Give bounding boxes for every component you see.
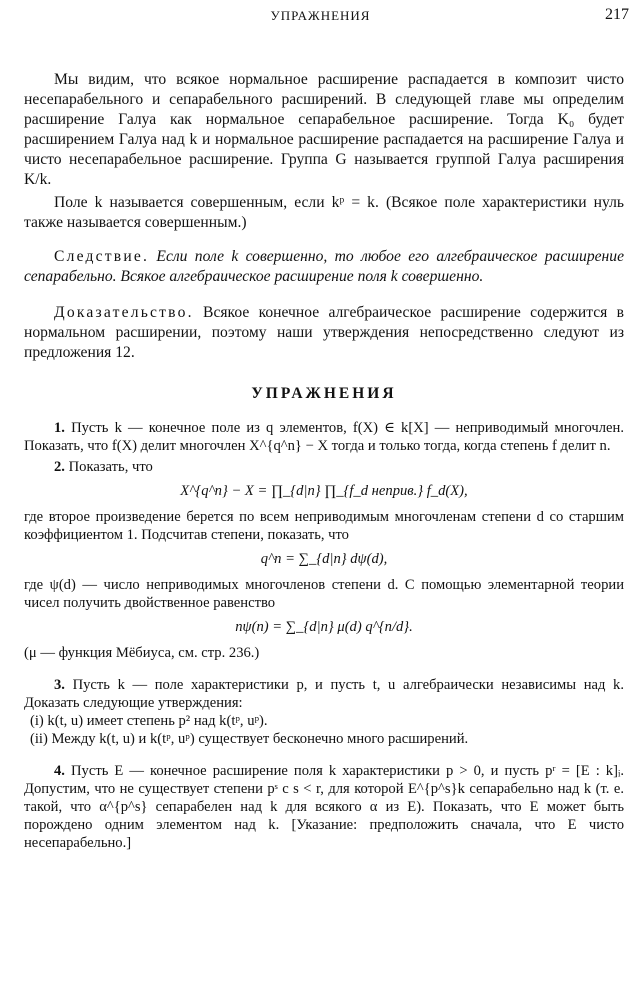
exercises-heading: УПРАЖНЕНИЯ bbox=[251, 385, 397, 402]
paragraph-perfect-field: Поле k называется совершенным, если kᵖ = k. (Всякое поле характеристики нуль также называется совершенным.) bbox=[24, 194, 624, 231]
exercise-4-number: 4. bbox=[54, 763, 65, 779]
exercise-1-text: Пусть k — конечное поле из q элементов, f(X) ∈ k[X] — неприводимый многочлен. Показать, что f(X) делит многочлен X^{q^n} − X тогда и только тогда, когда степень f делит n. bbox=[24, 420, 624, 454]
corollary-label: Следствие. bbox=[54, 248, 150, 265]
corollary bbox=[24, 247, 624, 287]
formula-sum: q^n = ∑_{d|n} dψ(d), bbox=[260, 551, 388, 567]
exercise-4 bbox=[24, 762, 624, 852]
exercise-2-middle-2: где ψ(d) — число неприводимых многочленов степени d. С помощью элементарной теории чисел получить двойственное равенство bbox=[24, 577, 624, 611]
proof bbox=[24, 303, 624, 363]
exercise-1 bbox=[24, 419, 624, 455]
running-head-title: УПРАЖНЕНИЯ bbox=[270, 8, 371, 23]
corollary-text: Если поле k совершенно, то любое его алгебраическое расширение сепарабельно. Всякое алгебраическое расширение поля k совершенно. bbox=[24, 248, 624, 285]
exercise-3-number: 3. bbox=[54, 677, 65, 693]
exercise-2-number: 2. bbox=[54, 459, 65, 475]
formula-product: X^{q^n} − X = ∏_{d|n} ∏_{f_d неприв.} f_d(X), bbox=[180, 483, 468, 499]
exercise-3 bbox=[24, 676, 624, 712]
exercise-2-middle: где второе произведение берется по всем неприводимым многочленам степени d со старшим коэффициентом 1. Подсчитав степени, показать, что bbox=[24, 509, 624, 543]
proof-text: Всякое конечное алгебраическое расширение содержится в нормальном расширении, поэтому наши утверждения непосредственно следуют из предложения 12. bbox=[24, 304, 624, 361]
exercise-2-intro bbox=[24, 458, 624, 476]
formula-mobius: nψ(n) = ∑_{d|n} μ(d) q^{n/d}. bbox=[235, 619, 413, 635]
exercise-3-text: Пусть k — поле характеристики p, и пусть t, u алгебраически независимы над k. Доказать следующие утверждения: bbox=[24, 677, 624, 711]
running-head bbox=[0, 6, 641, 26]
exercise-1-number: 1. bbox=[54, 420, 65, 436]
exercise-2-intro-text: Показать, что bbox=[68, 459, 153, 475]
body-text bbox=[24, 70, 624, 852]
paragraph-galois-intro: Мы видим, что всякое нормальное расширение распадается в композит чисто несепарабельного и сепарабельного расширений. В следующей главе мы определим расширение Галуа как нормальное сепарабельное расширение. Тогда K₀ будет расширением Галуа над k и нормальное расширение распадается на расширение Галуа и чисто несепарабельное расширение. Группа G называется группой Галуа расширения K/k. bbox=[24, 71, 624, 188]
exercise-2-note: (μ — функция Мёбиуса, см. стр. 236.) bbox=[24, 645, 260, 661]
exercise-3-item-i: (i) k(t, u) имеет степень p² над k(tᵖ, uᵖ). bbox=[30, 713, 268, 729]
page-number: 217 bbox=[605, 6, 629, 23]
exercise-4-text: Пусть E — конечное расширение поля k характеристики p > 0, и пусть pʳ = [E : k]ᵢ. Допустим, что не существует степени pˢ с s < r, для которой E^{p^s}k сепарабельно над k (т. е. такой, что α^{p^s} сепарабелен над k для всякого α из E). Показать, что E может быть порождено одним элементом над k. [Указание: предположить сначала, что E чисто несепарабельно.] bbox=[24, 763, 624, 851]
proof-label: Доказательство. bbox=[54, 304, 194, 321]
exercises-list bbox=[24, 419, 624, 852]
exercise-3-item-ii: (ii) Между k(t, u) и k(tᵖ, uᵖ) существует бесконечно много расширений. bbox=[30, 731, 469, 747]
